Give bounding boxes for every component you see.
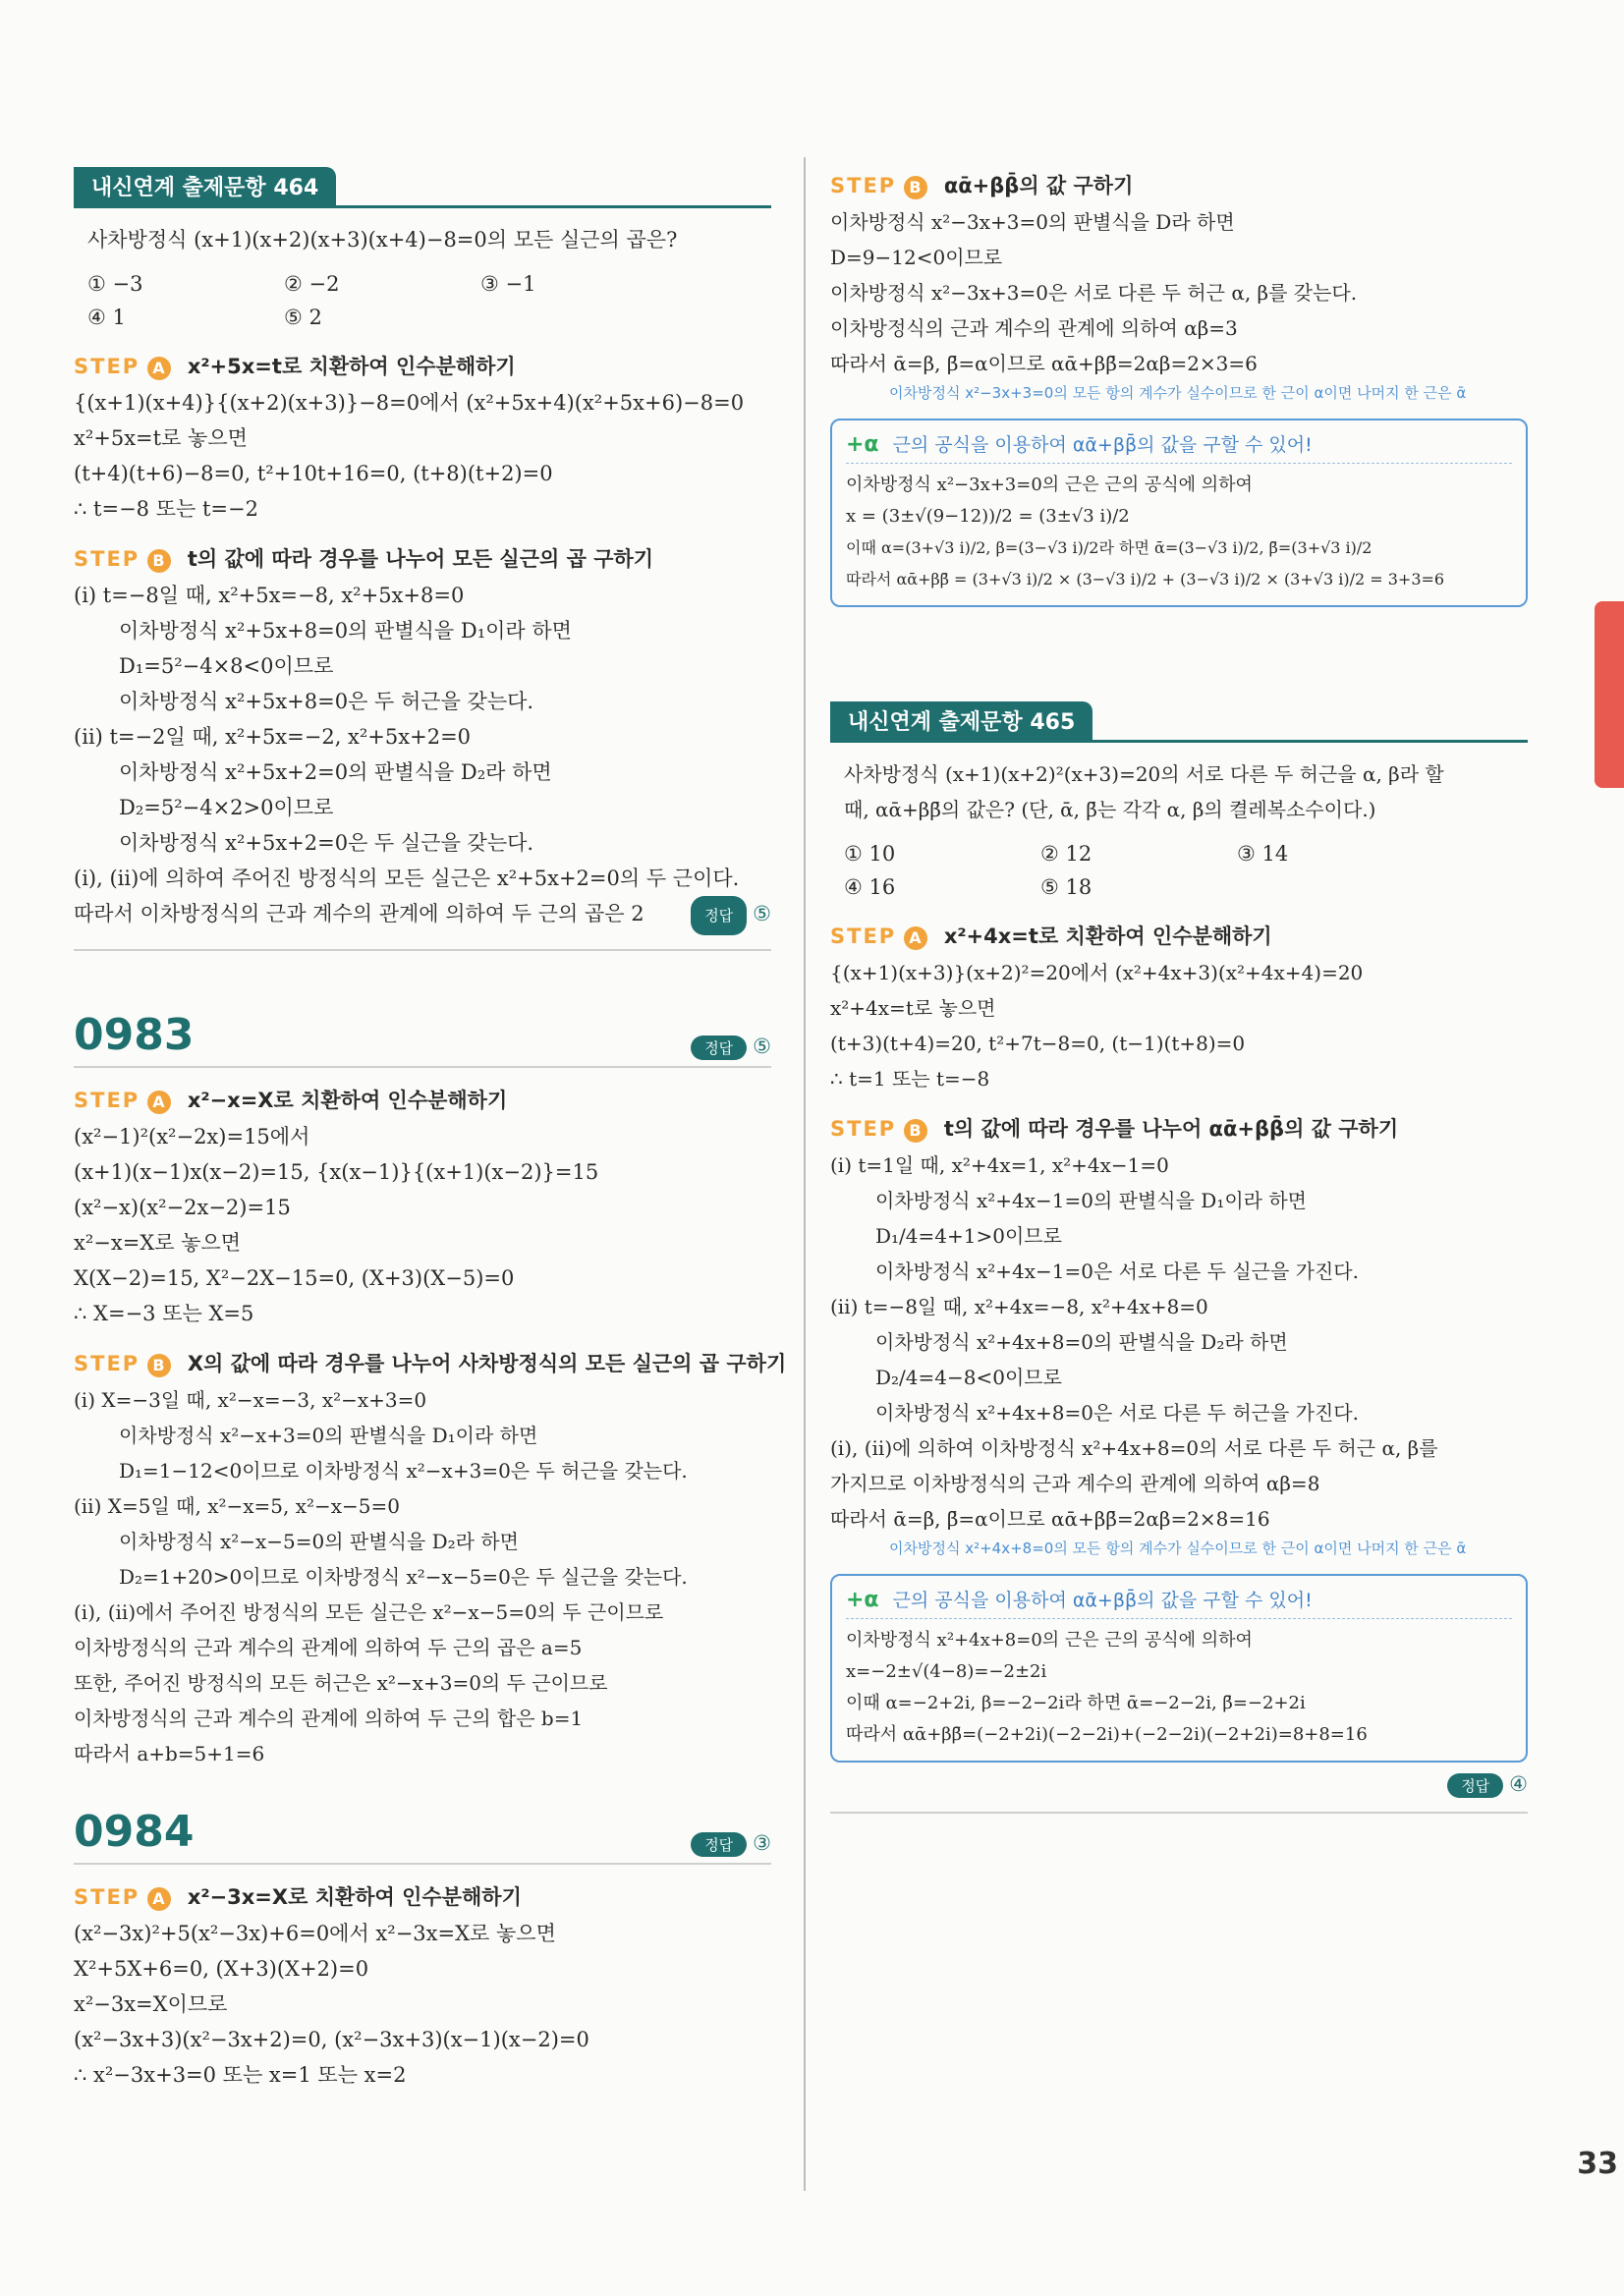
solution-line: x²−x=X로 놓으면: [74, 1231, 242, 1255]
step-title: x²+5x=t로 치환하여 인수분해하기: [187, 355, 516, 378]
section-number: 0984: [74, 1807, 195, 1857]
step-title: x²−x=X로 치환하여 인수분해하기: [187, 1089, 508, 1112]
step-tag: STEP: [74, 355, 140, 378]
solution-line: 이차방정식 x²+5x+2=0의 판별식을 D₂라 하면: [119, 760, 552, 784]
solution-line: (x²−3x+3)(x²−3x+2)=0, (x²−3x+3)(x−1)(x−2)=0: [74, 2028, 589, 2051]
step-tag: STEP: [74, 547, 140, 571]
solution-line: (t+3)(t+4)=20, t²+7t−8=0, (t−1)(t+8)=0: [830, 1032, 1246, 1055]
solution-line: X²+5X+6=0, (X+3)(X+2)=0: [74, 1957, 369, 1981]
step-tag: STEP: [74, 1885, 140, 1909]
choice: ③ 14: [1237, 842, 1289, 866]
solution-line: {(x+1)(x+3)}(x+2)²=20에서 (x²+4x+3)(x²+4x+4)=20: [830, 961, 1364, 984]
answer-pill: 정답: [1447, 1773, 1503, 1798]
solution-line: (ⅰ), (ⅱ)에서 주어진 방정식의 모든 실근은 x²−x−5=0의 두 근이므로: [74, 1600, 664, 1624]
step-b-heading: [830, 167, 1528, 204]
solution-line: (ⅱ) X=5일 때, x²−x=5, x²−x−5=0: [74, 1494, 401, 1518]
solution-line: 이차방정식 x²−3x+3=0은 서로 다른 두 허근 α, β를 갖는다.: [830, 281, 1358, 305]
footnote: 이차방정식 x²+4x+8=0의 모든 항의 계수가 실수이므로 한 근이 α이면 나머지 한 근은 ᾱ: [889, 1540, 1467, 1557]
step-title: αᾱ+ββ̄의 값 구하기: [943, 174, 1134, 197]
tip-title: [846, 430, 1512, 464]
solution-line: 이차방정식 x²+4x−1=0은 서로 다른 두 실근을 가진다.: [875, 1260, 1359, 1283]
solution-line: 이차방정식 x²+5x+2=0은 두 실근을 갖는다.: [119, 831, 534, 855]
step-b-body: [74, 1382, 771, 1771]
solution-line: (x²−1)²(x²−2x)=15에서: [74, 1125, 310, 1148]
solution-line: 이차방정식의 근과 계수의 관계에 의하여 두 근의 합은 b=1: [74, 1707, 584, 1730]
solution-line: D₁=5²−4×8<0이므로: [119, 654, 334, 678]
tip-title: [846, 1586, 1512, 1619]
tip-line: 따라서 αᾱ+ββ̄ = (3+√3 i)/2 × (3−√3 i)/2 + (3−√3 i)/2 × (3+√3 i)/2 = 3+3=6: [846, 570, 1445, 588]
solution-line: (x²−x)(x²−2x−2)=15: [74, 1196, 291, 1219]
solution-line: (t+4)(t+6)−8=0, t²+10t+16=0, (t+8)(t+2)=0: [74, 462, 553, 485]
problem-465-label: 내신연계 출제문항 465: [830, 701, 1092, 740]
plus-alpha-icon: +α: [846, 432, 879, 457]
step-title: X의 값에 따라 경우를 나누어 사차방정식의 모든 실근의 곱 구하기: [187, 1352, 787, 1375]
step-b-body: [74, 578, 771, 935]
solution-line: (ⅰ) X=−3일 때, x²−x=−3, x²−x+3=0: [74, 1388, 427, 1412]
final-line: [74, 896, 771, 935]
choice: ② 12: [1040, 842, 1092, 866]
problem-465-question-line: 때, αᾱ+ββ̄의 값은? (단, ᾱ, β̄는 각각 α, β의 켤레복소수이다.): [844, 798, 1376, 821]
solution-line: 따라서 ᾱ=β, β̄=α이므로 αᾱ+ββ̄=2αβ=2×8=16: [830, 1507, 1270, 1531]
step-b-heading: [74, 540, 771, 578]
problem-464-question: 사차방정식 (x+1)(x+2)(x+3)(x+4)−8=0의 모든 실근의 곱은?: [87, 228, 678, 252]
step-title: t의 값에 따라 경우를 나누어 모든 실근의 곱 구하기: [187, 547, 654, 571]
step-a-heading: [74, 1878, 771, 1916]
choice: ① −3: [87, 272, 143, 296]
answer-pill: 정답: [691, 1036, 747, 1060]
step-a-heading: [74, 348, 771, 385]
section-0984-header: [74, 1807, 771, 1865]
answer-value: ⑤: [753, 1035, 771, 1058]
solution-line: x²−3x=X이므로: [74, 1992, 228, 2016]
solution-line: (ⅰ) t=1일 때, x²+4x=1, x²+4x−1=0: [830, 1153, 1169, 1177]
section-end-rule: [830, 1812, 1528, 1814]
solution-line: ∴ t=−8 또는 t=−2: [74, 497, 258, 521]
solution-line: 이차방정식 x²+4x+8=0은 서로 다른 두 허근을 가진다.: [875, 1401, 1359, 1425]
solution-line: 따라서 a+b=5+1=6: [74, 1742, 265, 1765]
solution-line: D₂=5²−4×2>0이므로: [119, 796, 334, 819]
solution-line: D=9−12<0이므로: [830, 246, 1003, 269]
solution-line: X(X−2)=15, X²−2X−15=0, (X+3)(X−5)=0: [74, 1266, 515, 1290]
answer-value: ⑤: [753, 902, 771, 925]
solution-line: ∴ x²−3x+3=0 또는 x=1 또는 x=2: [74, 2063, 407, 2087]
step-letter: B: [147, 1354, 171, 1377]
step-tag: STEP: [830, 924, 897, 948]
solution-line: (ⅱ) t=−8일 때, x²+4x=−8, x²+4x+8=0: [830, 1295, 1208, 1318]
solution-line: 이차방정식의 근과 계수의 관계에 의하여 두 근의 곱은 a=5: [74, 1636, 583, 1659]
step-title: t의 값에 따라 경우를 나누어 αᾱ+ββ̄의 값 구하기: [943, 1117, 1399, 1141]
left-column: [74, 167, 787, 2093]
tip-line: 따라서 αᾱ+ββ̄=(−2+2i)(−2−2i)+(−2−2i)(−2+2i)=8+8=16: [846, 1724, 1368, 1745]
right-column: [830, 167, 1528, 1814]
footnote: 이차방정식 x²−3x+3=0의 모든 항의 계수가 실수이므로 한 근이 α이면 나머지 한 근은 ᾱ: [889, 384, 1467, 402]
step-a-body: [74, 1916, 771, 2093]
step-letter: B: [904, 1119, 927, 1143]
solution-line: 이차방정식 x²+5x+8=0의 판별식을 D₁이라 하면: [119, 619, 572, 643]
answer-pill: 정답: [691, 1832, 747, 1857]
solution-line: (ⅰ), (ⅱ)에 의하여 주어진 방정식의 모든 실근은 x²+5x+2=0의 두 근이다.: [74, 867, 740, 890]
choice: ⑤ 18: [1040, 875, 1092, 899]
plus-alpha-icon: +α: [846, 1588, 879, 1612]
problem-464-choices: [87, 267, 771, 334]
solution-line: (x+1)(x−1)x(x−2)=15, {x(x−1)}{(x+1)(x−2)}=15: [74, 1160, 599, 1184]
tip-line: 이때 α=(3+√3 i)/2, β=(3−√3 i)/2라 하면 ᾱ=(3−√3 i)/2, β̄=(3+√3 i)/2: [846, 538, 1372, 557]
step-letter: A: [147, 1091, 171, 1114]
solution-line: 이차방정식의 근과 계수의 관계에 의하여 αβ=3: [830, 316, 1238, 340]
step-letter: B: [147, 549, 171, 573]
step-b-body: [830, 204, 1528, 405]
solution-line: 이차방정식 x²−3x+3=0의 판별식을 D라 하면: [830, 210, 1235, 234]
step-letter: A: [147, 1887, 171, 1911]
problem-465-choices: [844, 837, 1528, 904]
tip-box: [830, 1574, 1528, 1763]
problem-464-header: [74, 167, 771, 208]
solution-line: D₁/4=4+1>0이므로: [875, 1224, 1062, 1248]
step-letter: B: [904, 176, 927, 199]
solution-line: 이차방정식 x²+5x+8=0은 두 허근을 갖는다.: [119, 690, 534, 713]
solution-line: ∴ t=1 또는 t=−8: [830, 1067, 990, 1091]
step-tag: STEP: [830, 174, 897, 197]
chapter-tab: [1595, 601, 1624, 788]
choice: ④ 16: [844, 875, 896, 899]
solution-line: 따라서 ᾱ=β, β̄=α이므로 αᾱ+ββ̄=2αβ=2×3=6: [830, 352, 1258, 375]
section-0983-header: [74, 1010, 771, 1068]
tip-line: x = (3±√(9−12))/2 = (3±√3 i)/2: [846, 506, 1130, 527]
step-a-body: [74, 385, 771, 527]
choice: ③ −1: [480, 272, 536, 296]
step-a-heading: [830, 918, 1528, 955]
answer-badge: [691, 1035, 771, 1060]
step-title: x²+4x=t로 치환하여 인수분해하기: [943, 924, 1272, 948]
solution-line: 또한, 주어진 방정식의 모든 허근은 x²−x+3=0의 두 근이므로: [74, 1671, 608, 1695]
solution-line: (ⅰ), (ⅱ)에 의하여 이차방정식 x²+4x+8=0의 서로 다른 두 허근 α, β를: [830, 1436, 1438, 1460]
step-tag: STEP: [74, 1089, 140, 1112]
solution-line: 이차방정식 x²−x−5=0의 판별식을 D₂라 하면: [119, 1530, 519, 1553]
choice: ② −2: [284, 272, 340, 296]
step-letter: A: [904, 926, 927, 950]
tip-line: 이때 α=−2+2i, β=−2−2i라 하면 ᾱ=−2−2i, β̄=−2+2i: [846, 1693, 1306, 1713]
step-letter: A: [147, 357, 171, 380]
problem-465-question-line: 사차방정식 (x+1)(x+2)²(x+3)=20의 서로 다른 두 허근을 α, β라 할: [844, 762, 1444, 786]
step-a-body: [74, 1119, 771, 1331]
step-a-heading: [74, 1082, 771, 1119]
solution-line: (ⅰ) t=−8일 때, x²+5x=−8, x²+5x+8=0: [74, 584, 465, 607]
solution-line: D₂=1+20>0이므로 이차방정식 x²−x−5=0은 두 실근을 갖는다.: [119, 1565, 688, 1589]
choice: ① 10: [844, 842, 896, 866]
answer-badge: [691, 896, 771, 935]
step-tag: STEP: [74, 1352, 140, 1375]
step-tag: STEP: [830, 1117, 897, 1141]
solution-line: 가지므로 이차방정식의 근과 계수의 관계에 의하여 αβ=8: [830, 1472, 1320, 1495]
answer-pill: 정답: [691, 896, 747, 935]
column-divider: [804, 157, 806, 2191]
step-b-heading: [830, 1110, 1528, 1148]
solution-line: (ⅱ) t=−2일 때, x²+5x=−2, x²+5x+2=0: [74, 725, 472, 749]
answer-badge: [691, 1831, 771, 1857]
solution-line: x²+5x=t로 놓으면: [74, 426, 248, 450]
solution-line: x²+4x=t로 놓으면: [830, 996, 996, 1020]
problem-464-label: 내신연계 출제문항 464: [74, 167, 336, 205]
solution-line: 이차방정식 x²+4x+8=0의 판별식을 D₂라 하면: [875, 1330, 1288, 1354]
solution-line: 이차방정식 x²−x+3=0의 판별식을 D₁이라 하면: [119, 1424, 538, 1447]
answer-value: ③: [753, 1831, 771, 1855]
answer-badge: [830, 1772, 1528, 1798]
tip-line: 이차방정식 x²−3x+3=0의 근은 근의 공식에 의하여: [846, 475, 1253, 495]
choice: ④ 1: [87, 306, 126, 329]
tip-line: x=−2±√(4−8)=−2±2i: [846, 1661, 1047, 1682]
solution-line: ∴ X=−3 또는 X=5: [74, 1302, 254, 1325]
step-b-body: [830, 1148, 1528, 1560]
step-title: x²−3x=X로 치환하여 인수분해하기: [187, 1885, 522, 1909]
tip-box: [830, 419, 1528, 607]
choice: ⑤ 2: [284, 306, 322, 329]
section-end-rule: [74, 949, 771, 951]
solution-line: (x²−3x)²+5(x²−3x)+6=0에서 x²−3x=X로 놓으면: [74, 1922, 556, 1945]
step-b-heading: [74, 1345, 787, 1382]
solution-line: D₁=1−12<0이므로 이차방정식 x²−x+3=0은 두 허근을 갖는다.: [119, 1459, 688, 1483]
tip-line: 이차방정식 x²+4x+8=0의 근은 근의 공식에 의하여: [846, 1630, 1253, 1651]
tip-title-text: 근의 공식을 이용하여 αᾱ+ββ̄의 값을 구할 수 있어!: [892, 1590, 1313, 1611]
page-number: 33: [1577, 2147, 1618, 2181]
solution-line: D₂/4=4−8<0이므로: [875, 1366, 1062, 1389]
solution-line: 이차방정식 x²+4x−1=0의 판별식을 D₁이라 하면: [875, 1189, 1307, 1212]
answer-value: ④: [1509, 1772, 1528, 1796]
final-text: 따라서 이차방정식의 근과 계수의 관계에 의하여 두 근의 곱은 2: [74, 902, 644, 925]
problem-465-header: [830, 701, 1528, 743]
step-a-body: [830, 955, 1528, 1096]
tip-title-text: 근의 공식을 이용하여 αᾱ+ββ̄의 값을 구할 수 있어!: [892, 434, 1313, 456]
solution-line: {(x+1)(x+4)}{(x+2)(x+3)}−8=0에서 (x²+5x+4)(x²+5x+6)−8=0: [74, 391, 745, 415]
section-number: 0983: [74, 1010, 195, 1060]
